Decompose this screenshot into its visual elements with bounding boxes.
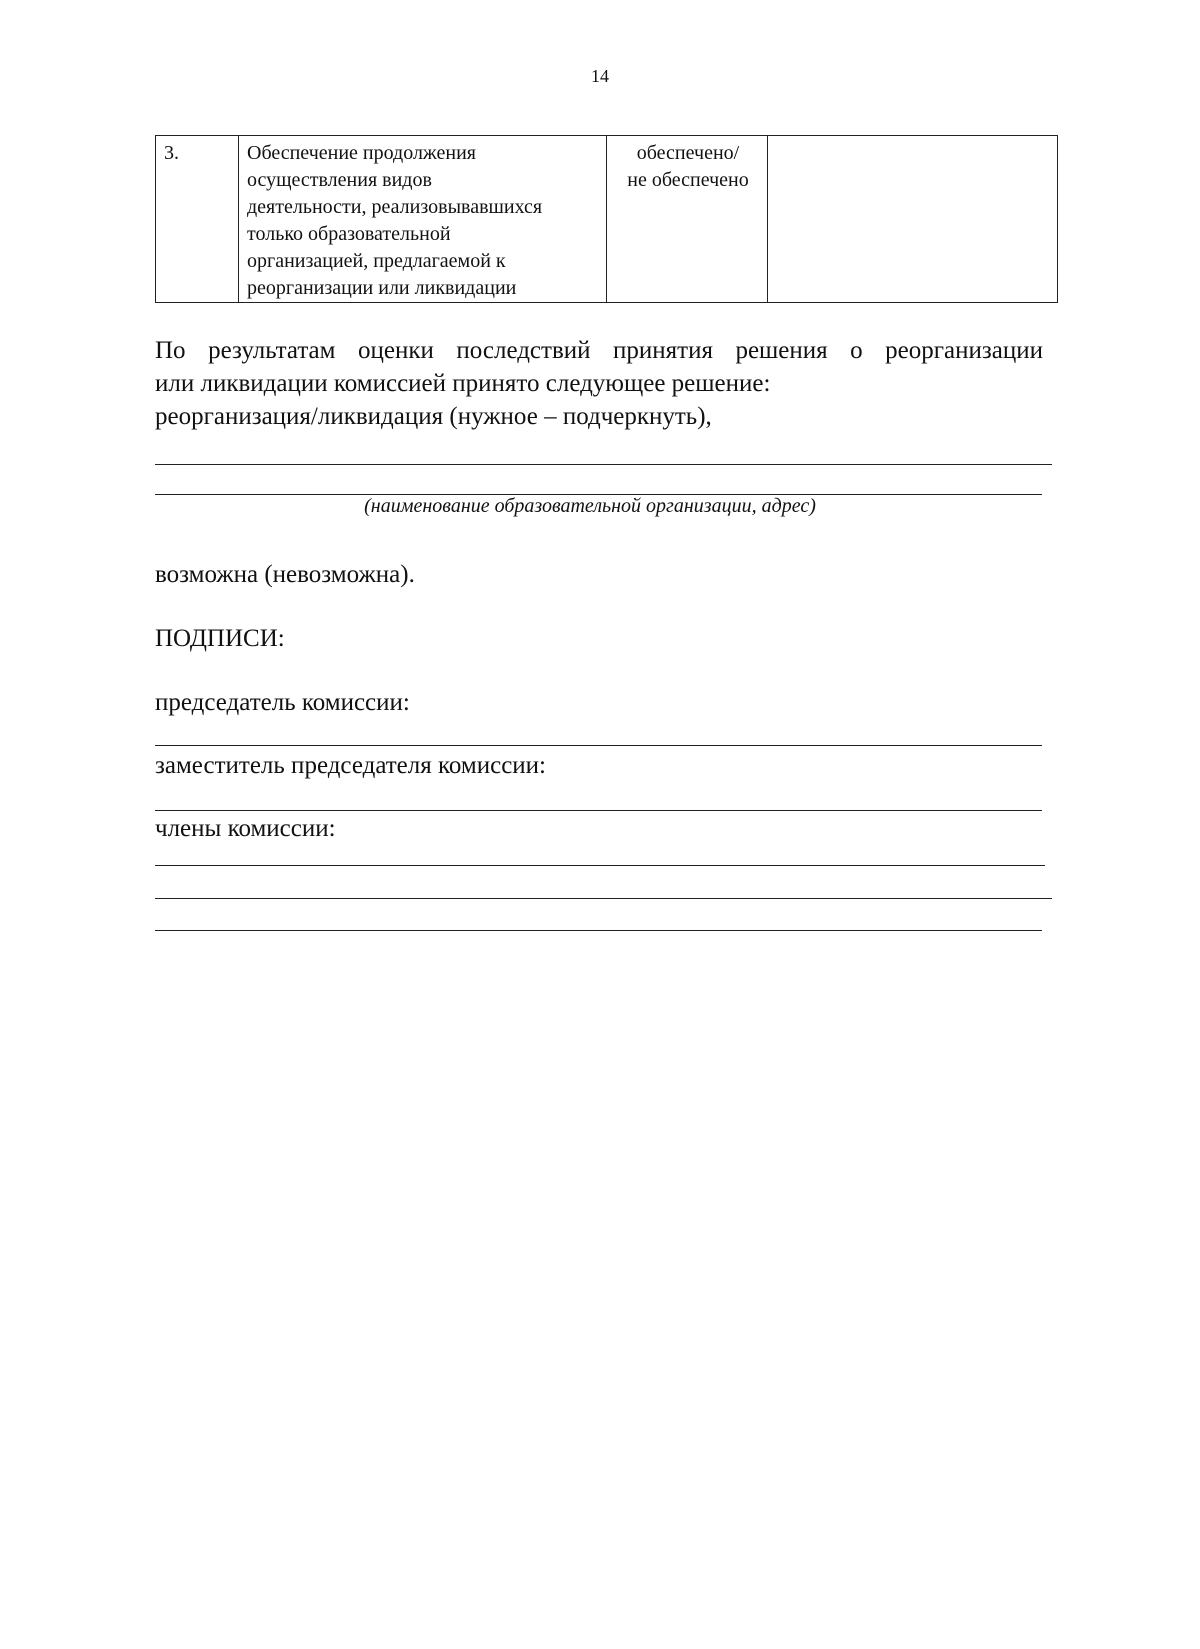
evaluation-table	[155, 135, 1058, 303]
row-status	[607, 136, 768, 303]
member-signature-line-2	[155, 898, 1052, 899]
criterion-line: деятельности, реализовывавшихся	[247, 196, 543, 218]
status-line: не обеспечено	[627, 169, 749, 191]
deputy-label: заместитель председателя комиссии:	[155, 752, 547, 779]
decision-line-3: реорганизация/ликвидация (нужное – подчеркнуть),	[155, 403, 712, 430]
status-line: обеспечено/	[636, 142, 740, 164]
criterion-line: организацией, предлагаемой к	[247, 250, 506, 272]
chairman-signature-line	[155, 745, 1042, 746]
decision-line-2: или ликвидации комиссией принято следующее решение:	[155, 370, 771, 397]
criterion-line: осуществления видов	[247, 169, 432, 191]
member-signature-line-3	[155, 930, 1042, 931]
org-caption: (наименование образовательной организации, адрес)	[364, 495, 816, 517]
page-number: 14	[591, 66, 609, 86]
criterion-line: только образовательной	[247, 223, 451, 245]
criterion-line: Обеспечение продолжения	[247, 142, 476, 164]
row-number: 3.	[156, 136, 239, 303]
criterion-line: реорганизации или ликвидации	[247, 277, 517, 299]
deputy-signature-line	[155, 810, 1042, 811]
chairman-label: председатель комиссии:	[155, 689, 410, 716]
members-label: члены комиссии:	[155, 815, 336, 842]
possible-text: возможна (невозможна).	[155, 561, 415, 588]
decision-paragraph	[155, 334, 1043, 433]
org-name-line-1	[155, 464, 1052, 465]
member-signature-line-1	[155, 865, 1045, 866]
decision-line-1: По результатам оценки последствий принятия решения о реорганизации	[155, 337, 1043, 364]
row-criterion	[239, 136, 607, 303]
table-row	[156, 136, 1058, 303]
row-notes	[768, 136, 1058, 303]
signatures-heading: ПОДПИСИ:	[155, 625, 285, 652]
